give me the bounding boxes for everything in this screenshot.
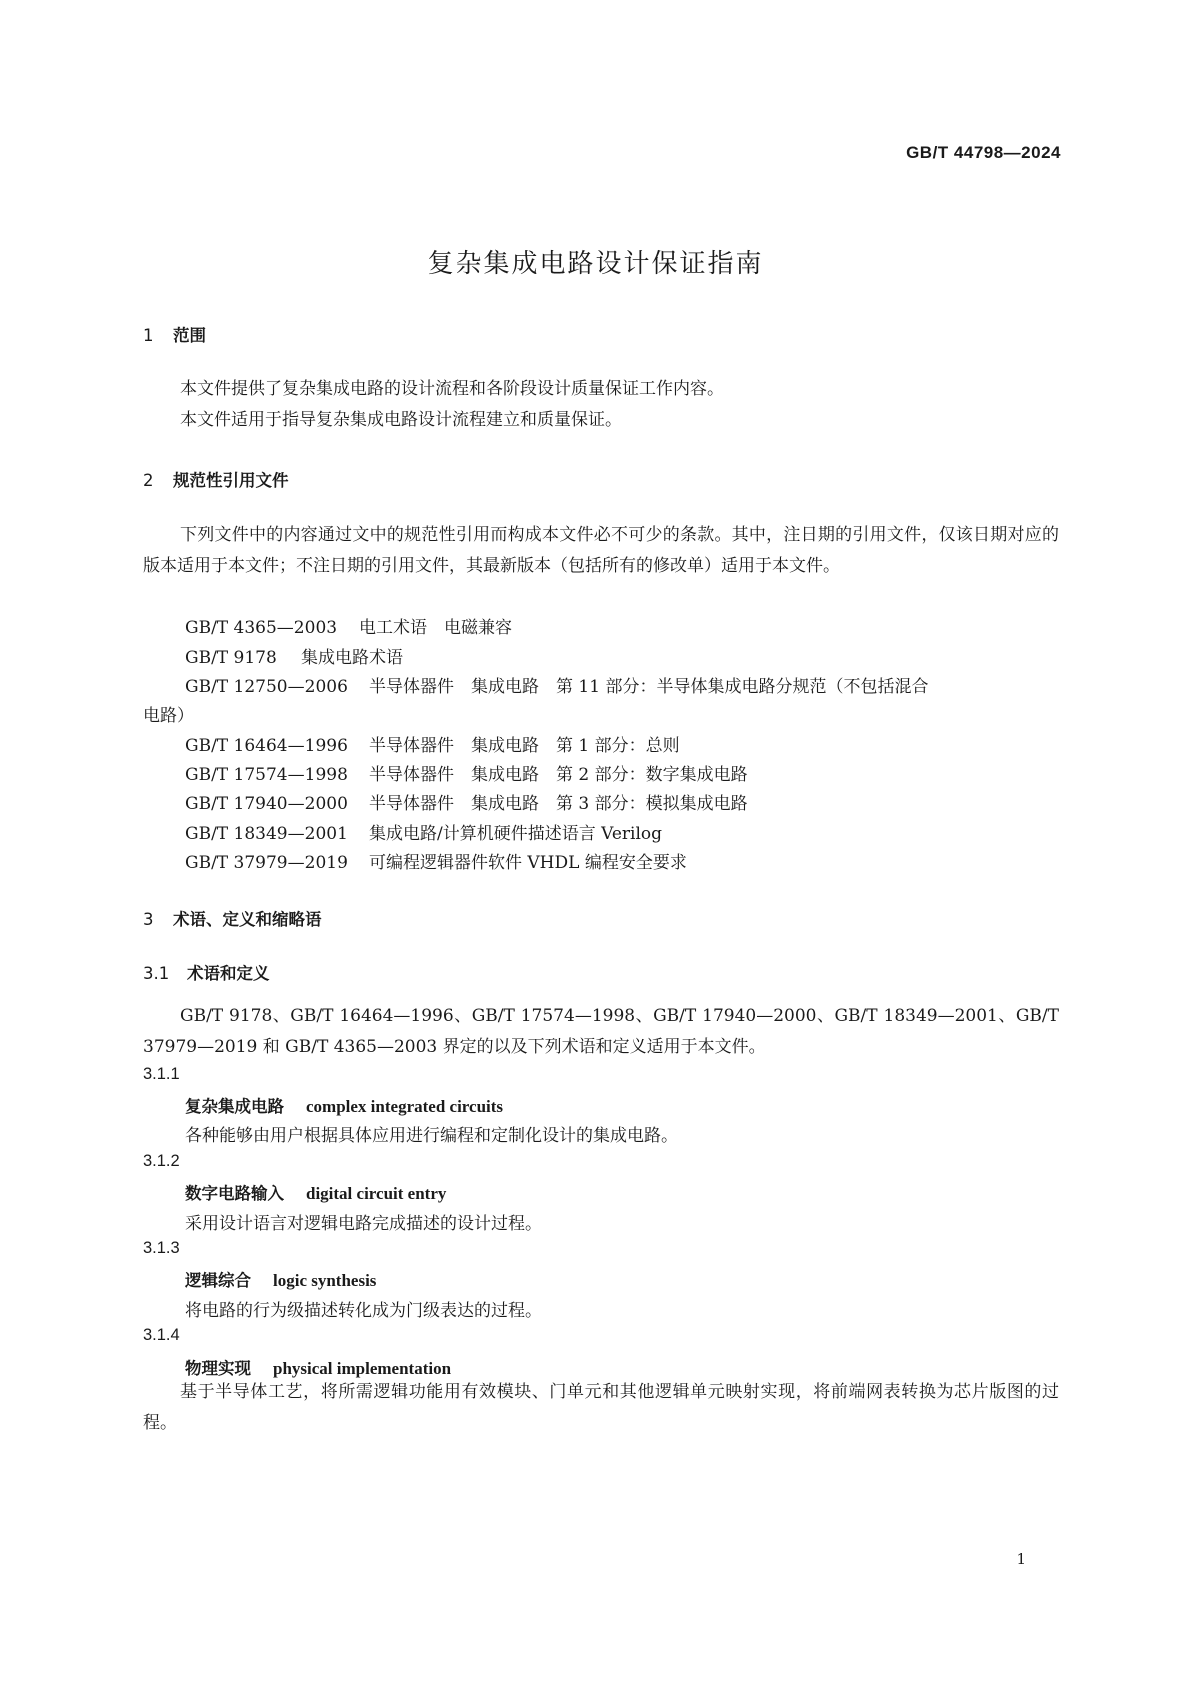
section-number: 3 bbox=[143, 910, 154, 929]
section-number: 2 bbox=[143, 471, 154, 490]
reference-code: GB/T 9178 bbox=[185, 648, 277, 668]
section-2-heading bbox=[143, 467, 289, 491]
section-3-1-heading bbox=[143, 960, 270, 984]
term-definition: 基于半导体工艺，将所需逻辑功能用有效模块、门单元和其他逻辑单元映射实现，将前端网表转换为芯片版图的过程。 bbox=[143, 1382, 1059, 1433]
reference-title: 集成电路/计算机硬件描述语言 Verilog bbox=[369, 824, 663, 844]
term-number: 3.1.4 bbox=[143, 1326, 180, 1344]
section-title: 术语和定义 bbox=[187, 964, 270, 983]
reference-item bbox=[185, 789, 748, 814]
reference-title: 半导体器件 集成电路 第 1 部分：总则 bbox=[369, 736, 680, 756]
term-number: 3.1.2 bbox=[143, 1152, 180, 1170]
reference-code: GB/T 12750—2006 bbox=[185, 677, 348, 697]
reference-code: GB/T 4365—2003 bbox=[185, 618, 338, 638]
standard-code: GB/T 44798—2024 bbox=[906, 143, 1061, 162]
reference-item bbox=[185, 672, 928, 697]
term-definition: 采用设计语言对逻辑电路完成描述的设计过程。 bbox=[185, 1214, 542, 1234]
reference-code: GB/T 16464—1996 bbox=[185, 736, 348, 756]
reference-continuation: 电路） bbox=[143, 706, 194, 726]
section-number: 1 bbox=[143, 326, 154, 345]
paragraph: 下列文件中的内容通过文中的规范性引用而构成本文件必不可少的条款。其中，注日期的引用文件，仅该日期对应的版本适用于本文件；不注日期的引用文件，其最新版本（包括所有的修改单）适用于本文件。 bbox=[143, 525, 1059, 576]
section-title: 范围 bbox=[173, 326, 206, 345]
reference-title: 可编程逻辑器件软件 VHDL 编程安全要求 bbox=[369, 853, 687, 873]
reference-item bbox=[185, 760, 748, 785]
document-title: 复杂集成电路设计保证指南 bbox=[427, 249, 764, 279]
reference-code: GB/T 17940—2000 bbox=[185, 794, 348, 814]
term-heading bbox=[185, 1355, 451, 1379]
paragraph: 本文件适用于指导复杂集成电路设计流程建立和质量保证。 bbox=[180, 410, 622, 430]
term-definition: 各种能够由用户根据具体应用进行编程和定制化设计的集成电路。 bbox=[185, 1126, 678, 1146]
term-zh: 逻辑综合 bbox=[185, 1271, 251, 1290]
section-title: 规范性引用文件 bbox=[173, 471, 289, 490]
section-3-heading bbox=[143, 906, 322, 930]
reference-item bbox=[185, 819, 662, 844]
term-zh: 复杂集成电路 bbox=[185, 1097, 284, 1116]
term-definition: 将电路的行为级描述转化成为门级表达的过程。 bbox=[185, 1301, 542, 1321]
term-heading bbox=[185, 1180, 446, 1204]
reference-code: GB/T 37979—2019 bbox=[185, 853, 348, 873]
term-heading bbox=[185, 1267, 376, 1291]
reference-title: 半导体器件 集成电路 第 3 部分：模拟集成电路 bbox=[369, 794, 748, 814]
section-title: 术语、定义和缩略语 bbox=[173, 910, 322, 929]
term-en: physical implementation bbox=[273, 1359, 452, 1378]
term-number: 3.1.3 bbox=[143, 1239, 180, 1257]
reference-item bbox=[185, 731, 680, 756]
reference-code: GB/T 17574—1998 bbox=[185, 765, 348, 785]
reference-title: 半导体器件 集成电路 第 2 部分：数字集成电路 bbox=[369, 765, 748, 785]
term-number: 3.1.1 bbox=[143, 1065, 180, 1083]
reference-title: 半导体器件 集成电路 第 11 部分：半导体集成电路分规范（不包括混合 bbox=[369, 677, 929, 697]
paragraph: 本文件提供了复杂集成电路的设计流程和各阶段设计质量保证工作内容。 bbox=[180, 379, 724, 399]
reference-title: 电工术语 电磁兼容 bbox=[359, 618, 512, 638]
reference-code: GB/T 18349—2001 bbox=[185, 824, 348, 844]
term-zh: 数字电路输入 bbox=[185, 1184, 284, 1203]
reference-item bbox=[185, 613, 512, 638]
term-en: logic synthesis bbox=[273, 1271, 377, 1290]
section-number: 3.1 bbox=[143, 964, 170, 983]
term-en: digital circuit entry bbox=[306, 1184, 447, 1203]
reference-item bbox=[185, 848, 687, 873]
reference-title: 集成电路术语 bbox=[301, 648, 403, 668]
term-en: complex integrated circuits bbox=[306, 1097, 504, 1116]
reference-item bbox=[185, 643, 403, 668]
section-1-heading bbox=[143, 322, 206, 346]
term-heading bbox=[185, 1093, 503, 1117]
term-zh: 物理实现 bbox=[185, 1359, 251, 1378]
paragraph: GB/T 9178、GB/T 16464—1996、GB/T 17574—1998、GB/T 17940—2000、GB/T 18349—2001、GB/T 37979—2019 和 GB/T 4365—2003 界定的以及下列术语和定义适用于本文件。 bbox=[143, 1006, 1059, 1057]
page-number: 1 bbox=[1016, 1550, 1026, 1568]
